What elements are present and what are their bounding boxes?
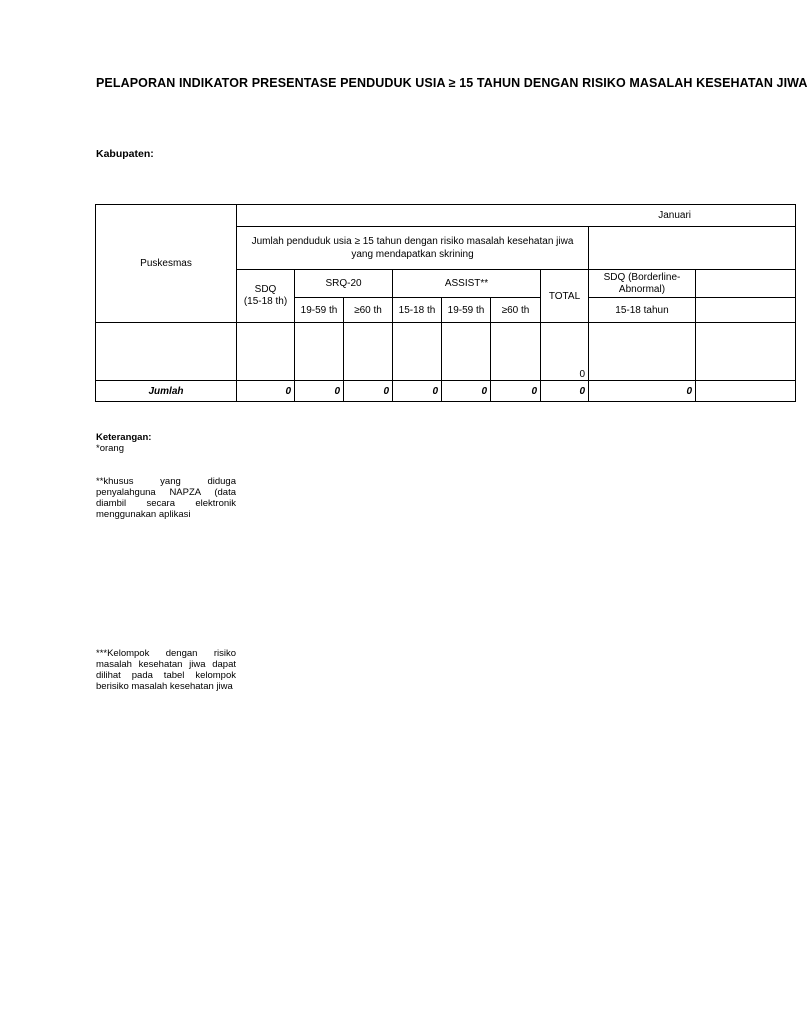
jumlah-value: 0 [295, 381, 344, 402]
assist-60-header: ≥60 th [491, 298, 541, 323]
group-header-empty [589, 227, 796, 270]
sdq-borderline-header: SDQ (Borderline-Abnormal) [589, 270, 696, 298]
jumlah-value: 0 [541, 381, 589, 402]
jumlah-row [96, 381, 796, 402]
assist-header: ASSIST** [393, 270, 541, 298]
sub-header-empty-cell [696, 298, 796, 323]
srq-60-header: ≥60 th [344, 298, 393, 323]
jumlah-value: 0 [589, 381, 696, 402]
group-header: Jumlah penduduk usia ≥ 15 tahun dengan risiko masalah kesehatan jiwa yang mendapatkan skrining [237, 227, 589, 270]
jumlah-label: Jumlah [96, 381, 237, 402]
month-header: Januari [237, 205, 796, 227]
data-cell [237, 323, 295, 381]
page-title: PELAPORAN INDIKATOR PRESENTASE PENDUDUK USIA ≥ 15 TAHUN DENGAN RISIKO MASALAH KESEHATAN JIWA [96, 76, 807, 90]
total-header: TOTAL [541, 270, 589, 323]
srq-19-59-header: 19-59 th [295, 298, 344, 323]
assist-19-59-header: 19-59 th [442, 298, 491, 323]
report-table [95, 204, 796, 402]
data-cell [295, 323, 344, 381]
kabupaten-label: Kabupaten: [96, 148, 154, 160]
data-cell [696, 323, 796, 381]
sdq-borderline-15-18-header: 15-18 tahun [589, 298, 696, 323]
data-cell [344, 323, 393, 381]
jumlah-value: 0 [344, 381, 393, 402]
report-table-container [95, 204, 696, 405]
notes-heading: Keterangan: [96, 432, 152, 443]
header-empty-cell [696, 270, 796, 298]
note-napza: **khusus yang diduga penyalahguna NAPZA (data diambil secara elektronik menggunakan aplikasi [96, 476, 236, 520]
table-row [96, 323, 796, 381]
data-cell [393, 323, 442, 381]
assist-15-18-header: 15-18 th [393, 298, 442, 323]
data-cell [589, 323, 696, 381]
jumlah-empty-cell [696, 381, 796, 402]
sdq-header: SDQ (15-18 th) [237, 270, 295, 323]
note-kelompok-risiko: ***Kelompok dengan risiko masalah kesehatan jiwa dapat dilihat pada tabel kelompok berisiko masalah kesehatan jiwa [96, 648, 236, 692]
data-cell [491, 323, 541, 381]
notes-section [96, 432, 236, 692]
jumlah-value: 0 [237, 381, 295, 402]
jumlah-value: 0 [393, 381, 442, 402]
note-orang: *orang [96, 443, 124, 454]
jumlah-value: 0 [442, 381, 491, 402]
data-cell [442, 323, 491, 381]
data-cell [96, 323, 237, 381]
jumlah-value: 0 [491, 381, 541, 402]
puskesmas-header: Puskesmas [96, 205, 237, 323]
srq-header: SRQ-20 [295, 270, 393, 298]
data-row-total: 0 [541, 323, 589, 381]
